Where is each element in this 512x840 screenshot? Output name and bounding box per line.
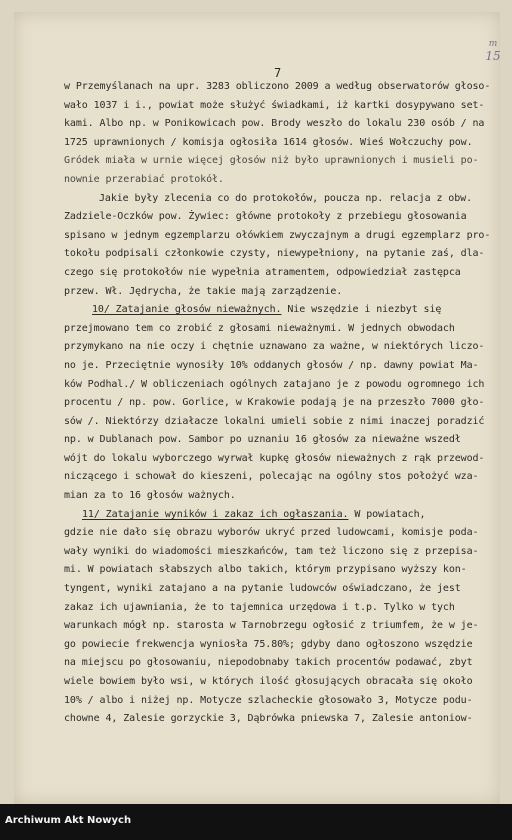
text-line: wało 1037 i i., powiat może służyć świadkami, iż kartki dosypywano set- — [64, 99, 485, 111]
archive-name: Archiwum Akt Nowych — [5, 815, 132, 826]
text-line: zakaz ich ujawniania, że to tajemnica urzędowa i t.p. Tylko w tych — [64, 601, 455, 613]
text-line: Gródek miała w urnie więcej głosów niż było uprawnionych i musieli po- — [64, 155, 479, 167]
archive-mark-2: 15 — [485, 49, 501, 63]
document-text — [64, 78, 496, 729]
section-11-first-line — [64, 506, 496, 525]
text-line: tyngent, wyniki zatajano a na pytanie ludowców oświadczano, że jest — [64, 583, 461, 595]
text-line: mian za to 16 głosów ważnych. — [64, 490, 236, 502]
text-line: sów /. Niektórzy działacze lokalni umieli sobie z nimi inaczej poradzić — [64, 415, 485, 427]
document-page — [14, 12, 500, 804]
text-line: przejmowano tem co zrobić z głosami nieważnymi. W jednych obwodach — [64, 322, 455, 334]
text-line: 1725 uprawnionych / komisja ogłosiła 1614 głosów. Wieś Wołczuchy pow. — [64, 136, 473, 148]
text-line: np. w Dublanach pow. Sambor po uznaniu 16 głosów za nieważne wszedł — [64, 434, 461, 446]
text-line: wały wyniki do wiadomości mieszkańców, tam też liczono się z przepisa- — [64, 545, 479, 557]
section-11-line-rest: W powiatach, — [348, 508, 426, 520]
text-line: Jakie były zlecenia co do protokołów, poucza np. relacja z obw. — [99, 192, 472, 204]
text-line: wiele bowiem było wsi, w których ilość głosujących obracała się około — [64, 676, 473, 687]
section-heading-10: 10/ Zatajanie głosów nieważnych. — [92, 304, 282, 316]
text-line: no je. Przeciętnie wynosiły 10% oddanych głosów / np. dawny powiat Ma- — [64, 359, 479, 371]
text-line: Zadziele-Oczków pow. Żywiec: główne protokoły z przebiegu głosowania — [64, 211, 467, 223]
archive-mark-1: m — [488, 39, 498, 49]
section-10-first-line — [64, 301, 496, 320]
text-line: tokołu podpisali członkowie czysty, niewypełniony, na pytanie zaś, dla- — [64, 248, 485, 260]
text-line: spisano w jednym egzemplarzu ołówkiem zwyczajnym a drugi egzemplarz pro- — [64, 229, 491, 241]
text-line: warunkach mógł np. starosta w Tarnobrzegu ogłosić z triumfem, że w je- — [64, 620, 479, 632]
text-line: 10% / albo i niżej np. Motycze szlacheckie głosowało 3, Motycze podu- — [64, 694, 473, 706]
text-line: ków Podhal./ W obliczeniach ogólnych zatajano je z powodu ogromnego ich — [64, 378, 485, 390]
text-line: przymykano na nie oczy i chętnie uznawano za ważne, w niektórych liczo- — [64, 341, 485, 353]
text-line: w Przemyślanach na upr. 3283 obliczono 2009 a według obserwatorów głoso- — [64, 81, 491, 92]
text-line: procentu / np. pow. Gorlice, w Krakowie podają je na przeszło 7000 gło- — [64, 397, 485, 409]
text-line: gdzie nie dało się obrazu wyborów ukryć przed ludowcami, komisje poda- — [64, 527, 479, 539]
text-line: przew. Wł. Jędrycha, że takie mają zarządzenie. — [64, 285, 343, 297]
text-line: chowne 4, Zalesie gorzyckie 3, Dąbrówka pniewska 7, Zalesie antoniow- — [64, 713, 473, 725]
section-heading-11: 11/ Zatajanie wyników i zakaz ich ogłaszania. — [82, 508, 349, 520]
archive-footer-bar — [0, 804, 512, 840]
page-number: 7 — [274, 66, 282, 80]
text-line: mi. W powiatach słabszych albo takich, którym przypisano wyższy kon- — [64, 564, 467, 576]
text-line: niczącego i schował do kieszeni, polecając na ogólny stos położyć wza- — [64, 471, 479, 483]
text-line: na miejscu po głosowaniu, niepodobnaby takich procentów podawać, zbyt — [64, 657, 473, 669]
section-10-line-rest: Nie wszędzie i niezbyt się — [281, 304, 442, 316]
archive-pencil-mark — [480, 38, 506, 68]
text-line: wójt do lokalu wyborczego wyrwał kupkę głosów nieważnych z rąk przewod- — [64, 452, 485, 464]
text-line: kami. Albo np. w Ponikowicach pow. Brody weszło do lokalu 230 osób / na — [64, 118, 485, 130]
text-line: nownie przerabiać protokół. — [64, 173, 224, 185]
text-line: czego się protokołów nie wypełnia atramentem, odpowiedział zastępca — [64, 266, 461, 278]
text-line: go powiecie frekwencja wyniosła 75.80%; gdyby dano ogłoszono wszędzie — [64, 638, 473, 650]
